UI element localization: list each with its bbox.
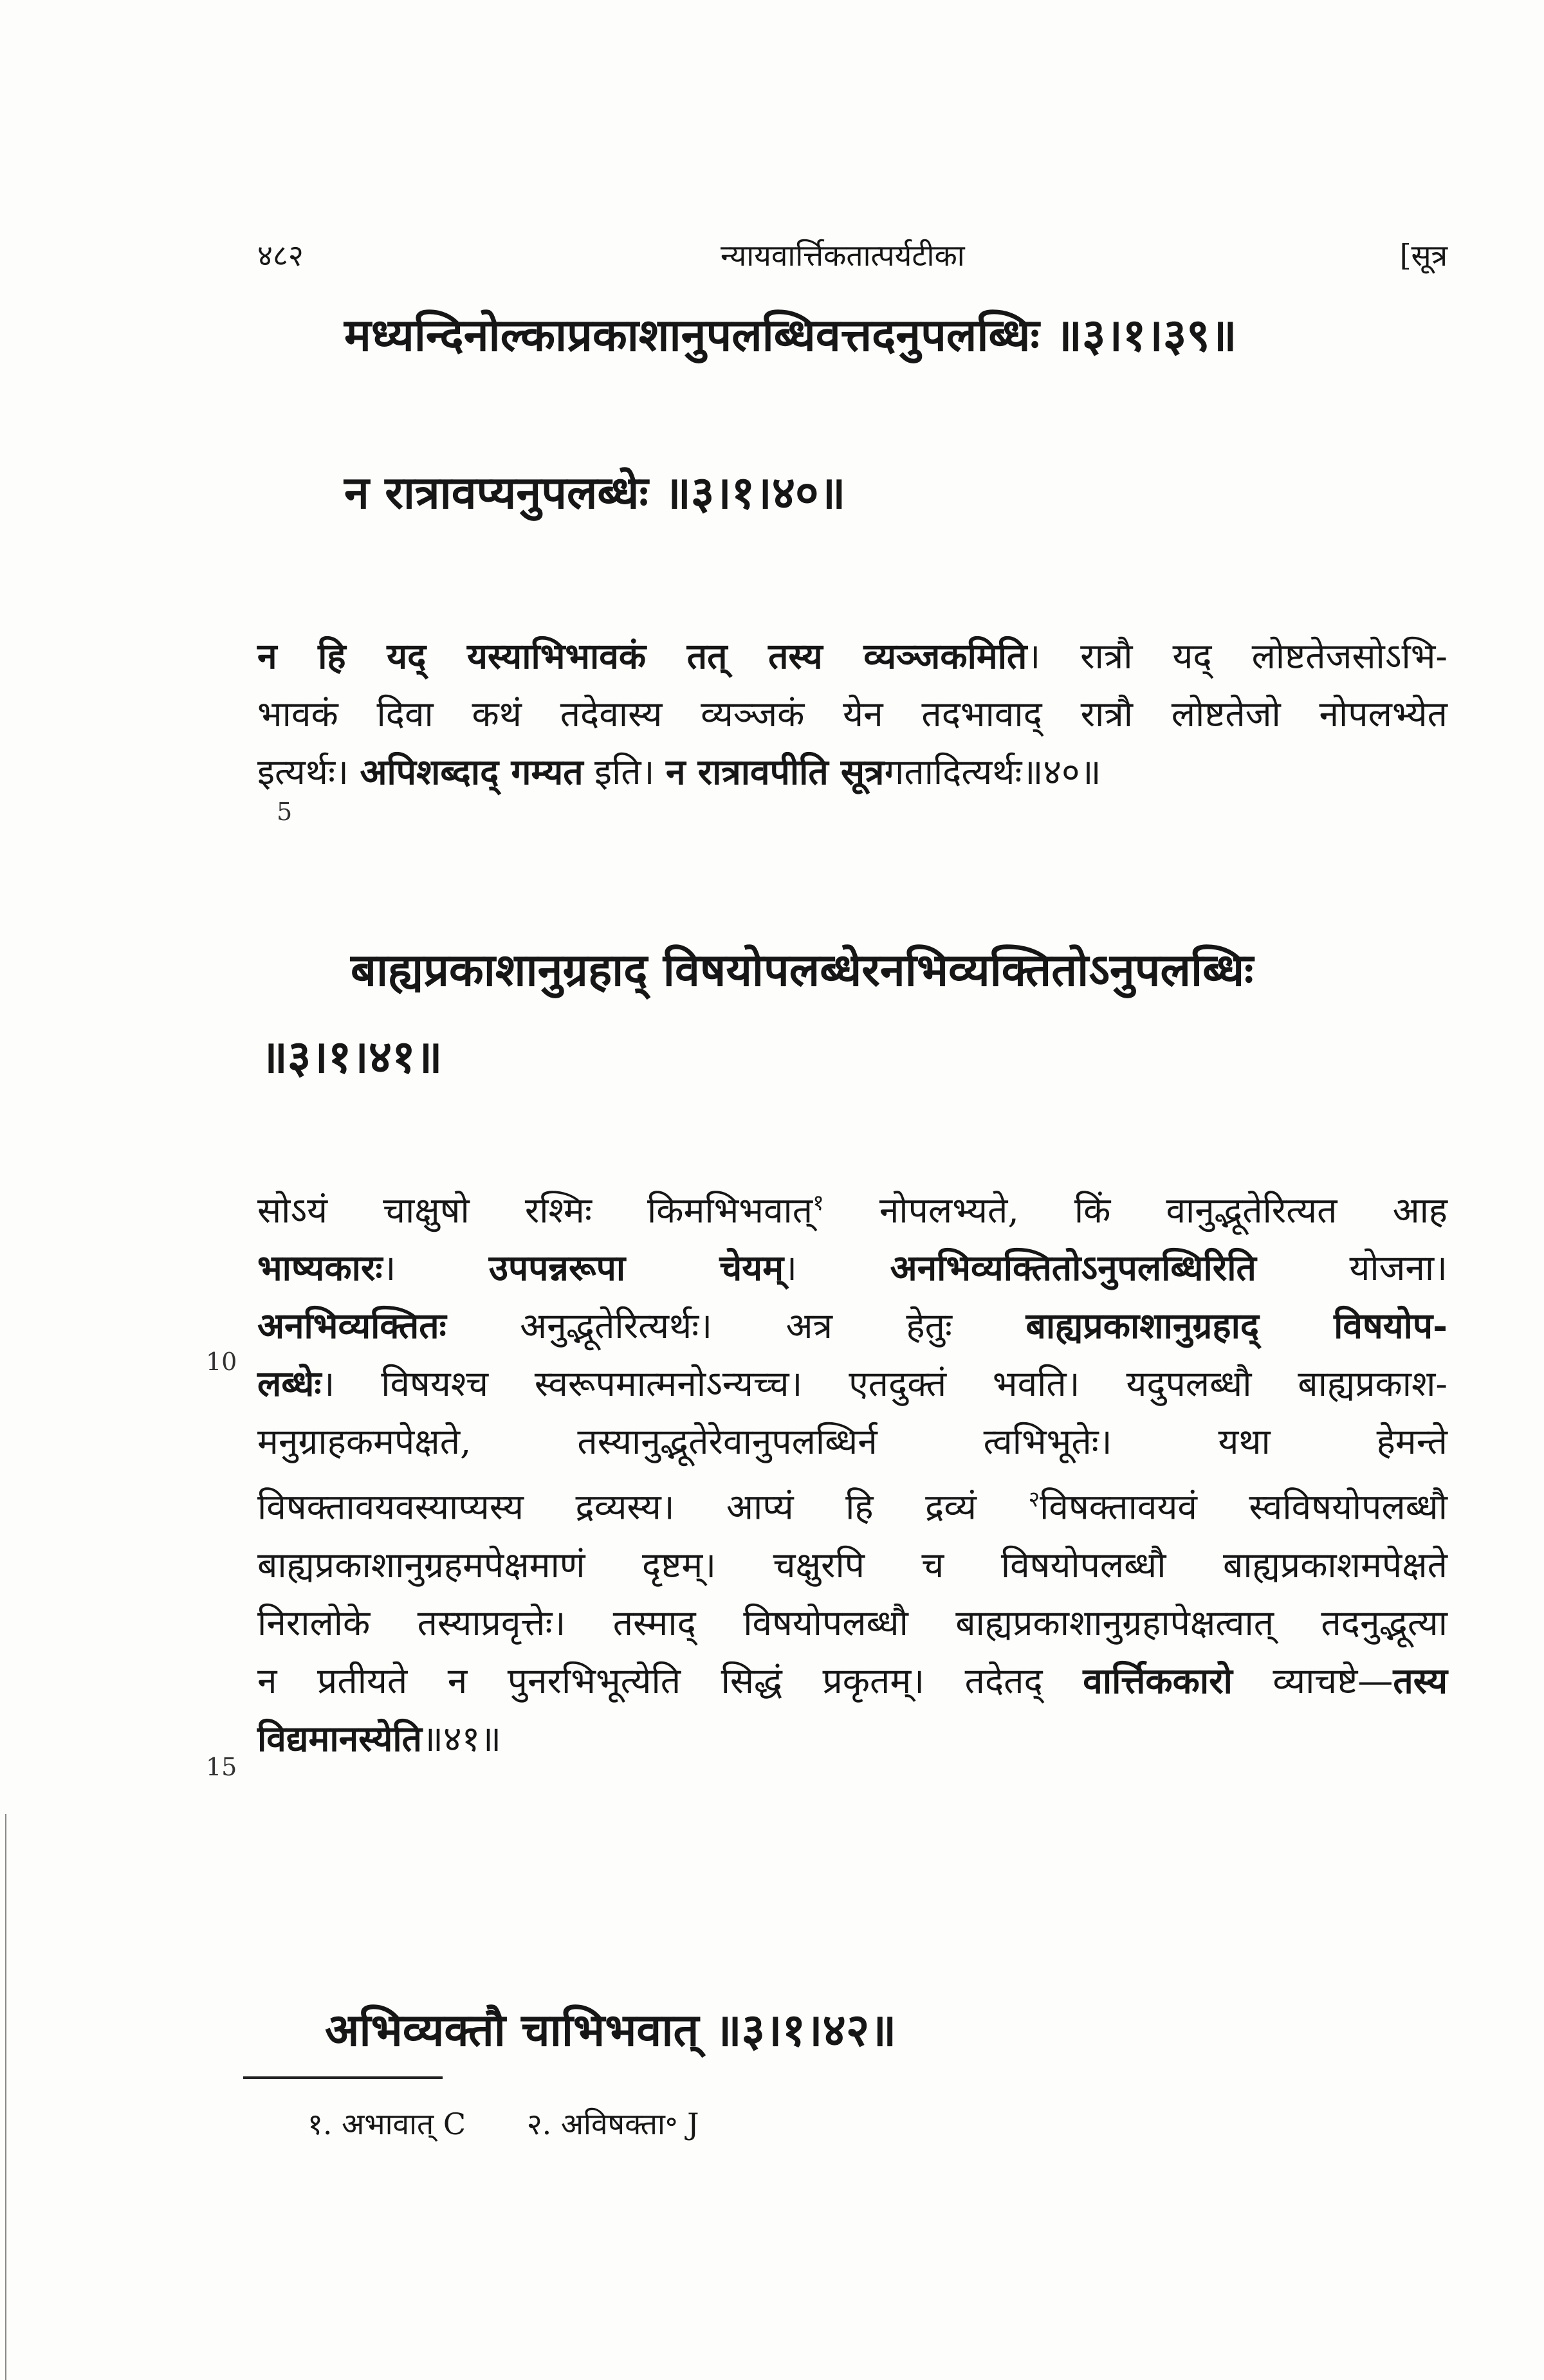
footnote-ref: १ [813,1190,824,1216]
text-segment: इति। [583,751,666,792]
bold-lemma: तस्य [1393,1659,1448,1701]
text-segment: योजना। [1256,1247,1448,1289]
text-segment: सोऽयं चाक्षुषो रश्मिः किमभिभवात् [257,1189,813,1231]
text-segment: । [784,1247,890,1289]
section-marker: [सूत्र [1399,238,1448,273]
bold-lemma: विद्यमानस्येति [257,1717,423,1759]
text-segment: ॥४१॥ [422,1717,502,1759]
running-header [257,235,1448,280]
text-segment: । विषयश्च स्वरूपमात्मनोऽन्यच्च। एतदुक्तं भवति। यदुपलब्धौ बाह्यप्रकाश- [321,1363,1448,1405]
bold-lemma: उपपन्नरूपा चेयम् [488,1247,784,1289]
scan-margin-line [5,1814,6,2380]
footnote-1: १. अभावात् C [308,2107,466,2141]
text-line [257,1470,1448,1535]
sutra-3-1-40: न रात्रावप्यनुपलब्धेः ॥३।१।४०॥ [344,466,846,519]
bold-lemma: न हि यद् यस्याभिभावकं तत् तस्य व्यञ्जकमिति [257,635,1027,677]
line-number-15: 15 [206,1753,237,1781]
text-line [257,1239,1448,1297]
text-segment: इत्यर्थः। [257,751,360,792]
text-line [257,1174,1448,1239]
text-line [257,1652,1448,1710]
text-segment: । [382,1247,489,1289]
text-segment: नोपलभ्यते, किं वानुद्भूतेरित्यत आह [823,1189,1448,1231]
footnote-rule [243,2076,443,2079]
sutra-3-1-41-number: ॥३।१।४१॥ [261,1030,443,1083]
bold-lemma: भाष्यकारः [257,1247,383,1289]
text-line [257,1355,1448,1413]
text-line [257,1594,1448,1652]
sutra-3-1-41 [261,926,1457,1100]
text-line [257,1413,1448,1470]
running-title: न्यायवार्त्तिकतात्पर्यटीका [721,238,965,273]
line-number-10: 10 [206,1348,237,1376]
sutra-3-1-42: अभिव्यक्तौ चाभिभवात् ॥३।१।४२॥ [325,2003,897,2056]
text-segment: अनुद्भूतेरित्यर्थः। अत्र हेतुः [446,1305,1026,1347]
bold-lemma: अपिशब्दाद् गम्यत [360,751,584,792]
line-number-5: 5 [277,798,293,826]
text-line [257,1536,1448,1594]
commentary-sutra-41 [257,1174,1448,1768]
text-segment: मनुग्राहकमपेक्षते, तस्यानुद्भूतेरेवानुपलब्धिर्न त्वभिभूतेः। यथा हेमन्ते [257,1421,1448,1463]
footnote-2: २. अविषक्ता॰ J [526,2107,699,2141]
bold-lemma: अनभिव्यक्तितः [257,1304,446,1347]
text-line [257,743,1448,801]
footnote-ref: २ [1028,1487,1040,1513]
text-segment: भावकं दिवा कथं तदेवास्य व्यञ्जकं येन तदभावाद् रात्रौ लोष्टतेजो नोपलभ्येत [257,693,1448,735]
text-segment: विषक्तावयवं स्वविषयोपलब्धौ [1040,1486,1448,1528]
bold-lemma: अनभिव्यक्तितोऽनुपलब्धिरिति [890,1247,1256,1289]
sutra-3-1-41-line: बाह्यप्रकाशानुग्रहाद् विषयोपलब्धेरनभिव्यक्तितोऽनुपलब्धिः [351,943,1254,996]
text-segment: गतादित्यर्थः॥४०॥ [884,751,1101,792]
text-line [257,627,1448,685]
bold-lemma: लब्धेः [257,1362,322,1405]
page-number: ४८२ [257,238,304,273]
footnotes [308,2103,751,2143]
text-segment: विषक्तावयवस्याप्यस्य द्रव्यस्य। आप्यं हि द्रव्यं [257,1486,1029,1528]
text-segment: निरालोके तस्याप्रवृत्तेः। तस्माद् विषयोपलब्धौ बाह्यप्रकाशानुग्रहापेक्षत्वात् तदनुद्भूत्या [257,1602,1448,1643]
text-line [257,1297,1448,1355]
bold-lemma: वार्त्तिककारो [1083,1659,1233,1701]
text-line [257,1710,1448,1768]
text-segment: । रात्रौ यद् लोष्टतेजसोऽभि- [1027,636,1448,677]
bold-lemma: न रात्रावपीति सूत्र [666,751,885,792]
text-segment: न प्रतीयते न पुनरभिभूत्येति सिद्धं प्रकृतम्। तदेतद् [257,1660,1083,1701]
sutra-3-1-39: मध्यन्दिनोल्काप्रकाशानुपलब्धिवत्तदनुपलब्धिः ॥३।१।३९॥ [344,308,1237,362]
text-segment: बाह्यप्रकाशानुग्रहमपेक्षमाणं दृष्टम्। चक्षुरपि च विषयोपलब्धौ बाह्यप्रकाशमपेक्षते [257,1544,1448,1586]
text-segment: व्याचष्टे— [1232,1660,1393,1701]
commentary-sutra-40 [257,627,1448,801]
bold-lemma: बाह्यप्रकाशानुग्रहाद् विषयोप- [1025,1304,1448,1347]
text-line [257,685,1448,743]
